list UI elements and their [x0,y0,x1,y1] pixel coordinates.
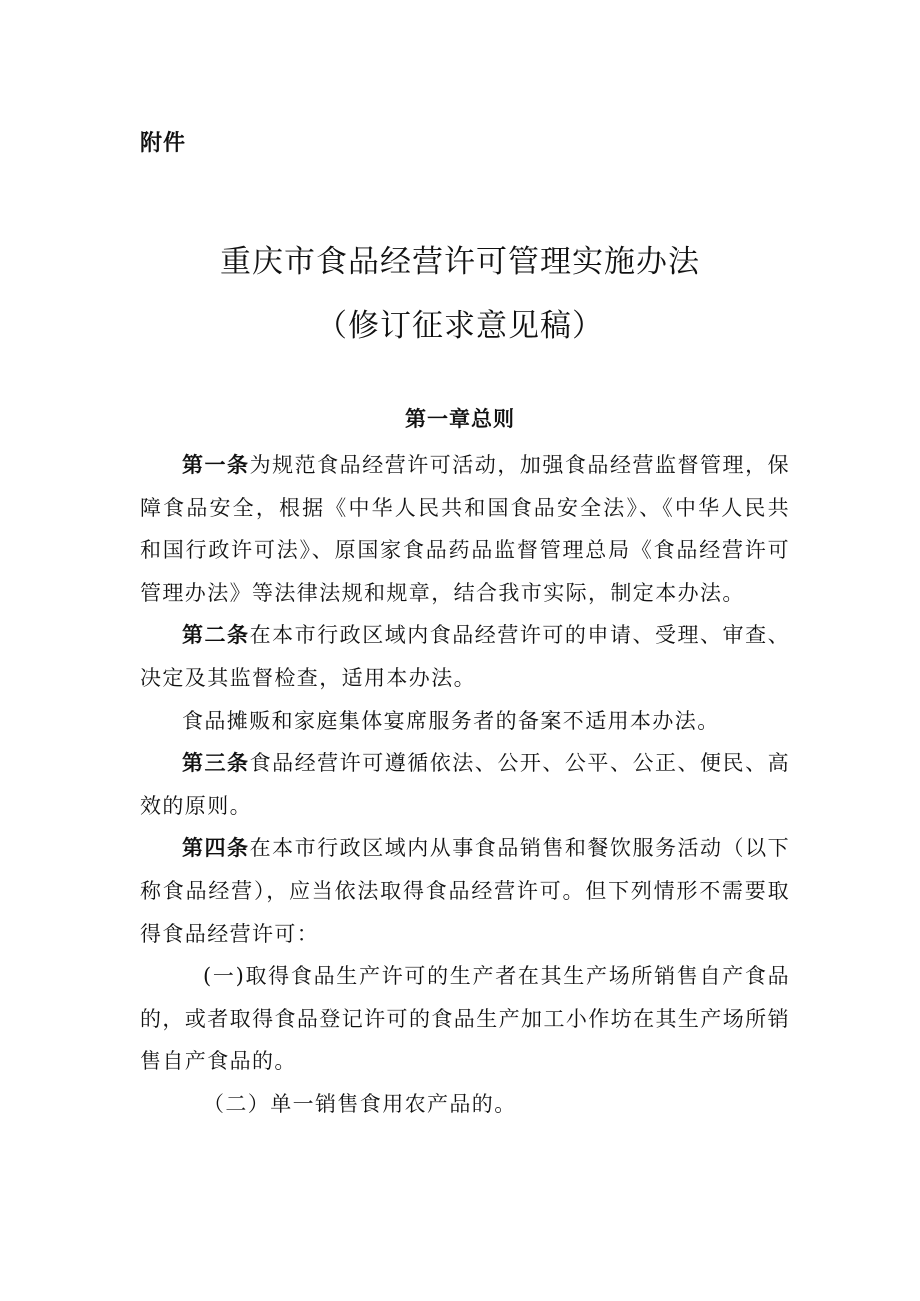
article-paragraph [140,827,790,955]
article-label: 第一条 [182,453,250,477]
article-text: 食品摊贩和家庭集体宴席服务者的备案不适用本办法。 [182,708,720,733]
article-paragraph [140,700,790,743]
article-label: 第二条 [182,623,250,648]
list-item-paragraph [140,1083,790,1126]
document-body [140,444,790,1126]
document-title: 重庆市食品经营许可管理实施办法 [220,244,700,280]
chapter-heading: 第一章总则 [405,407,515,431]
list-item-text: （二）单一销售食用农产品的。 [203,1091,517,1116]
article-label: 第三条 [182,751,250,776]
article-paragraph [140,742,790,827]
article-paragraph [140,444,790,614]
list-item-text: (一)取得食品生产许可的生产者在其生产场所销售自产食品的，或者取得食品登记许可的食品生产加工小作坊在其生产场所销售自产食品的。 [140,964,790,1074]
article-text: 为规范食品经营许可活动，加强食品经营监督管理，保障食品安全，根据《中华人民共和国食品安全法》、《中华人民共和国行政许可法》、原国家食品药品监督管理总局《食品经营许可管理办法》等法律法规和规章，结合我市实际，制定本办法。 [140,453,790,605]
document-subtitle: （修订征求意见稿） [316,308,604,344]
list-item-paragraph [140,955,790,1083]
article-text: 在本市行政区域内从事食品销售和餐饮服务活动（以下称食品经营），应当依法取得食品经营许可。但下列情形不需要取得食品经营许可： [140,836,790,946]
article-label: 第四条 [182,836,250,861]
article-paragraph [140,614,790,699]
attachment-label: 附件 [140,131,187,156]
article-text: 食品经营许可遵循依法、公开、公平、公正、便民、高效的原则。 [140,751,790,818]
article-text: 在本市行政区域内食品经营许可的申请、受理、审查、决定及其监督检查，适用本办法。 [140,623,790,690]
